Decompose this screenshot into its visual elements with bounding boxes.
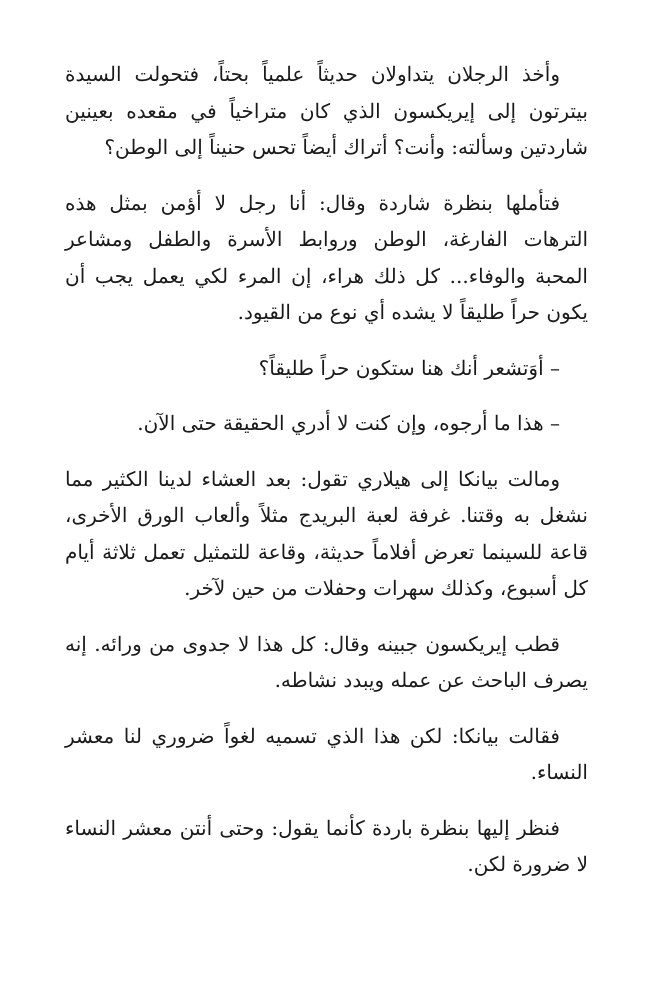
paragraph: ومالت بيانكا إلى هيلاري تقول: بعد العشاء لدينا الكثير مما نشغل به وقتنا. غرفة لعبة البريدج مثلاً وألعاب الورق الأخرى، قاعة للسينما تعرض أفلاماً حديثة، وقاعة للتمثيل تعمل ثلاثة أيام كل أسبوع، وكذلك سهرات وحفلات من حين لآخر. — [65, 466, 588, 600]
paragraph: وأخذ الرجلان يتداولان حديثاً علمياً بحتاً، فتحولت السيدة بيترتون إلى إيريكسون الذي كان متراخياً في مقعده بعينين شاردتين وسألته: وأنت؟ أتراك أيضاً تحس حنيناً إلى الوطن؟ — [65, 62, 588, 159]
dialogue-line: – هذا ما أرجوه، وإن كنت لا أدري الحقيقة حتى الآن. — [137, 411, 560, 435]
paragraph: فتأملها بنظرة شاردة وقال: أنا رجل لا أؤمن بمثل هذه الترهات الفارغة، الوطن وروابط الأسرة والطفل ومشاعر المحبة والوفاء... كل ذلك هراء، إن المرء لكي يعمل يجب أن يكون حراً طليقاً لا يشده أي نوع من القيود. — [65, 190, 588, 324]
paragraph: فنظر إليها بنظرة باردة كأنما يقول: وحتى أنتن معشر النساء لا ضرورة لكن. — [65, 815, 588, 876]
paragraph: قطب إيريكسون جبينه وقال: كل هذا لا جدوى من ورائه. إنه يصرف الباحث عن عمله ويبدد نشاطه. — [65, 631, 588, 692]
dialogue-line: – أوَتشعر أنك هنا ستكون حراً طليقاً؟ — [258, 355, 560, 380]
book-page — [65, 56, 588, 902]
paragraph: فقالت بيانكا: لكن هذا الذي تسميه لغواً ضروري لنا معشر النساء. — [65, 723, 588, 784]
